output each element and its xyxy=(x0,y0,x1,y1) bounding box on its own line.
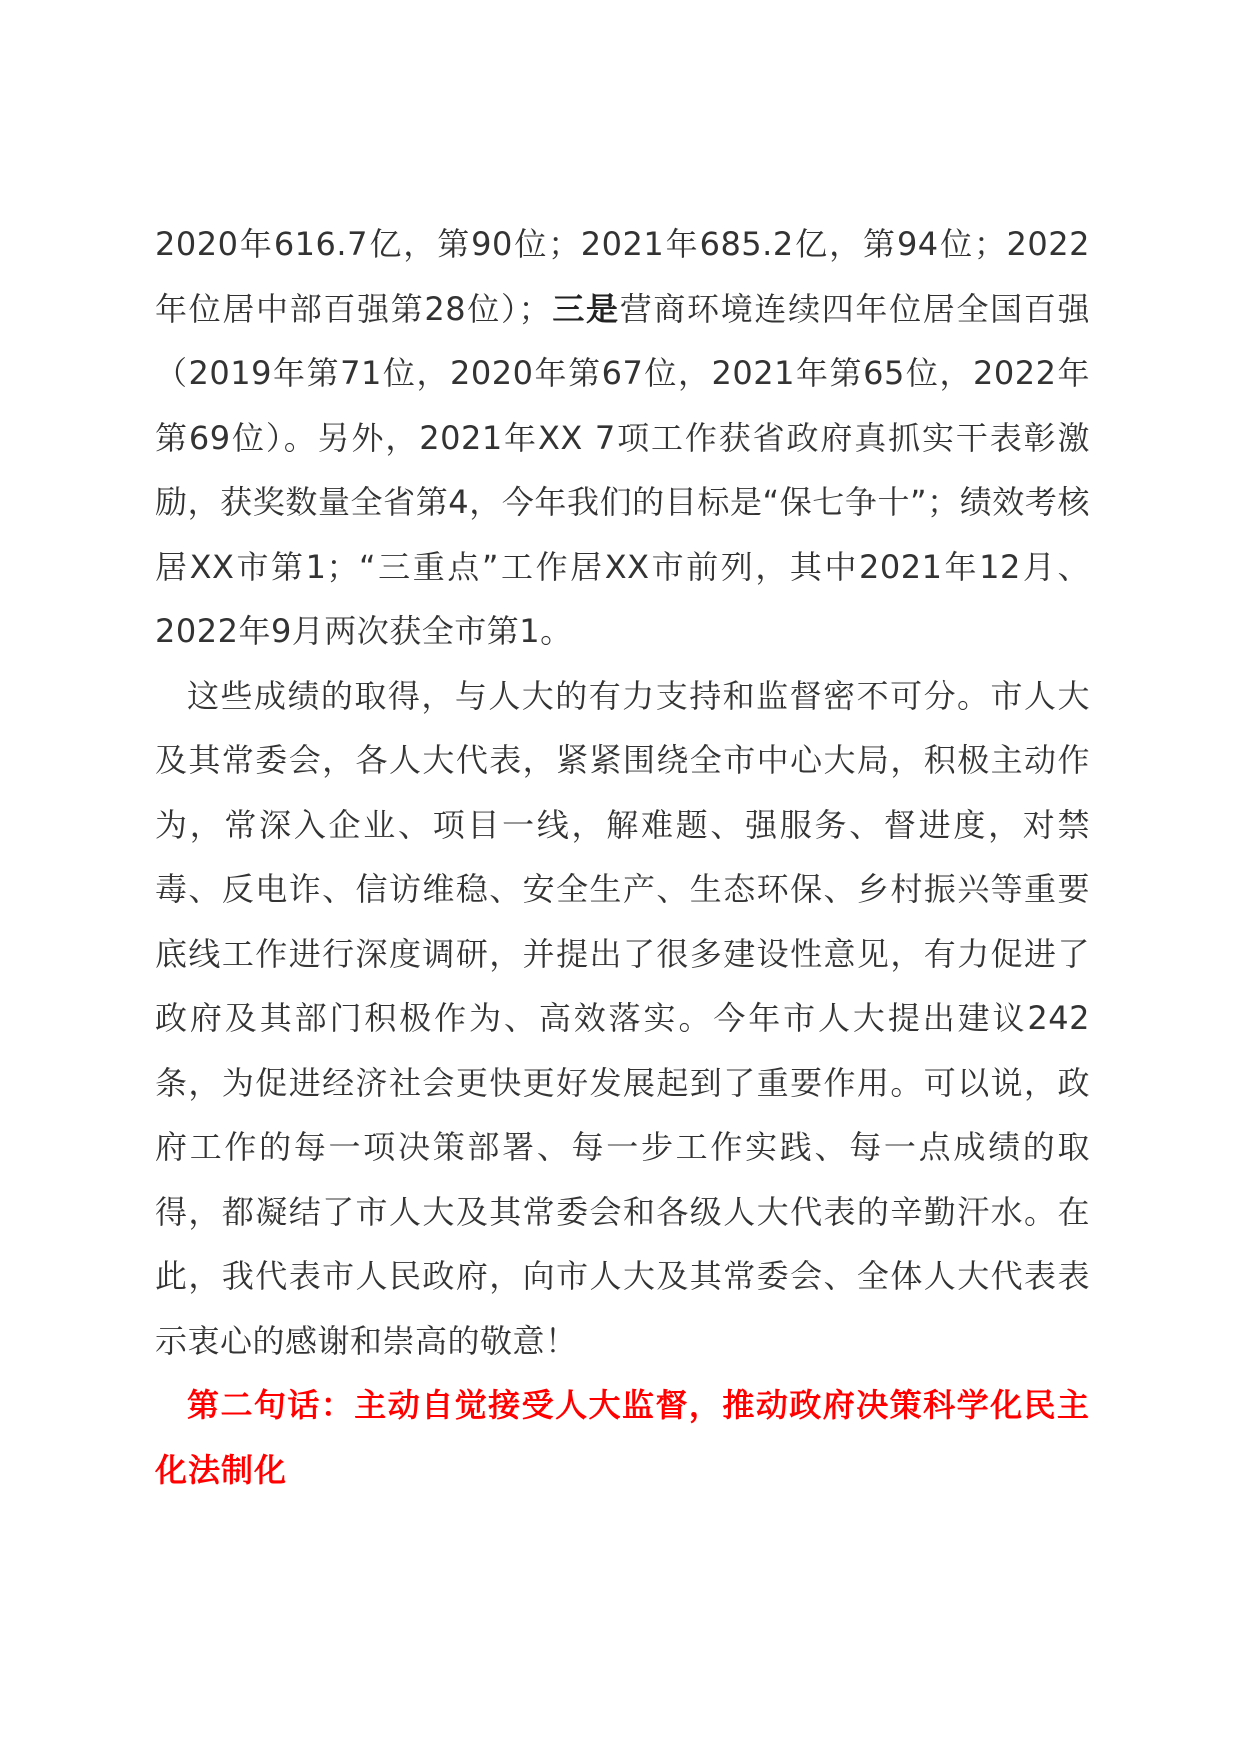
paragraph-achievements xyxy=(155,212,1090,664)
paragraph-acknowledgement: 这些成绩的取得，与人大的有力支持和监督密不可分。市人大及其常委会，各人大代表，紧紧围绕全市中心大局，积极主动作为，常深入企业、项目一线，解难题、强服务、督进度，对禁毒、反电诈、信访维稳、安全生产、生态环保、乡村振兴等重要底线工作进行深度调研，并提出了很多建设性意见，有力促进了政府及其部门积极作为、高效落实。今年市人大提出建议242条，为促进经济社会更快更好发展起到了重要作用。可以说，政府工作的每一项决策部署、每一步工作实践、每一点成绩的取得，都凝结了市人大及其常委会和各级人大代表的辛勤汗水。在此，我代表市人民政府，向市人大及其常委会、全体人大代表表示衷心的感谢和崇高的敬意！ xyxy=(155,676,1090,1360)
paragraph-achievements-text-1: 2020年616.7亿，第90位；2021年685.2亿，第94位；2022年位居中部百强第28位）； xyxy=(155,225,1090,328)
section-heading-second-sentence: 第二句话：主动自觉接受人大监督，推动政府决策科学化民主化法制化 xyxy=(155,1386,1090,1489)
paragraph-achievements-text-2: 营商环境连续四年位居全国百强（2019年第71位，2020年第67位，2021年第65位，2022年第69位）。另外，2021年XX 7项工作获省政府真抓实干表彰激励，获奖数量全省第4，今年我们的目标是“保七争十”；绩效考核居XX市第1；“三重点”工作居XX市前列，其中2021年12月、2022年9月两次获全市第1。 xyxy=(155,289,1090,650)
document-body xyxy=(155,212,1090,1502)
bold-third-point-marker: 三是 xyxy=(551,289,620,328)
